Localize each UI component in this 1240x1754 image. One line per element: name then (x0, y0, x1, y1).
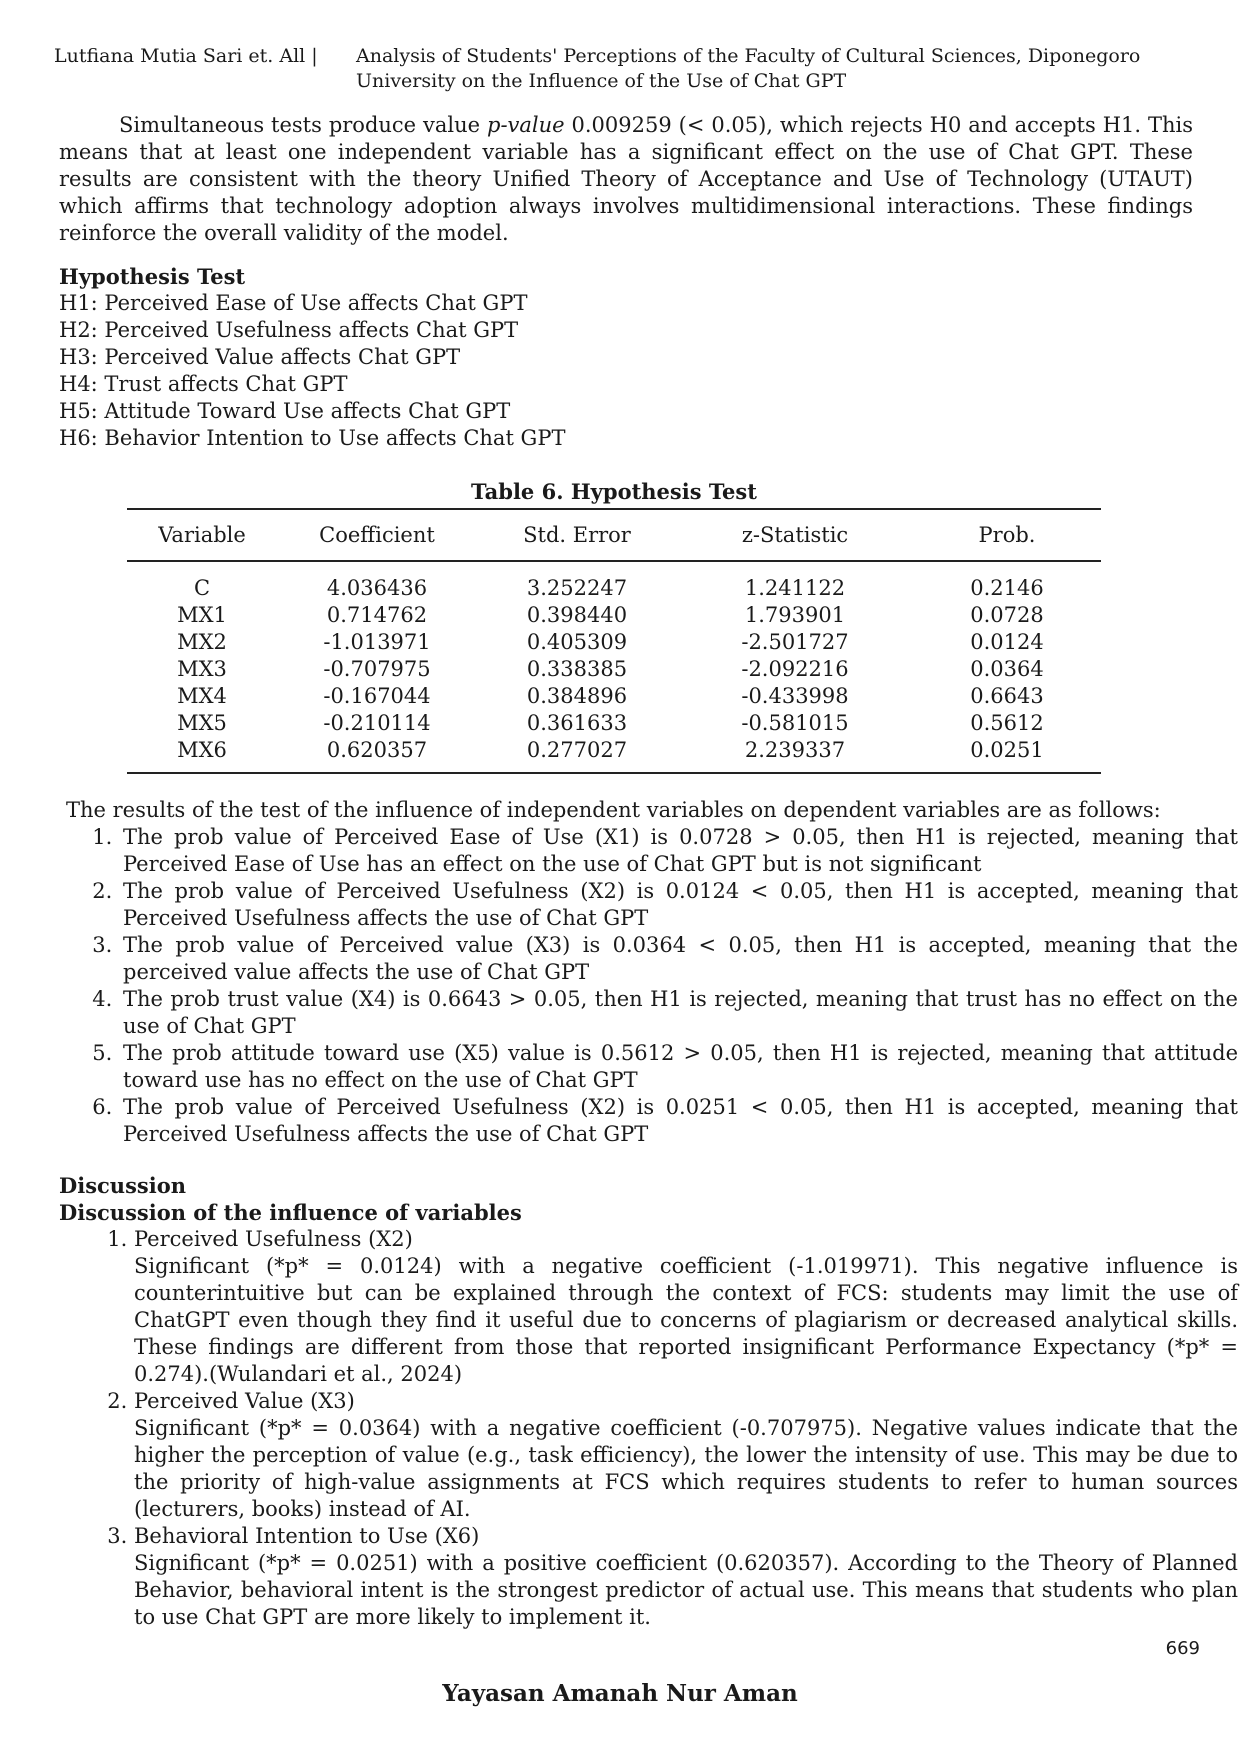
table-cell: 0.0124 (970, 630, 1044, 654)
table-cell: 0.398440 (526, 603, 628, 627)
hypothesis-item: H6: Behavior Intention to Use affects Chat GPT (59, 426, 566, 450)
table-cell: 0.384896 (526, 684, 628, 708)
intro-paragraph (59, 112, 1193, 247)
table-cell: -2.092216 (741, 657, 849, 681)
table-cell: 0.338385 (526, 657, 628, 681)
list-item (134, 1226, 1238, 1388)
table-cell: 0.0728 (970, 603, 1044, 627)
list-item: 1. The prob value of Perceived Ease of Use (X1) is 0.0728 > 0.05, then H1 is rejected, meaning that Perceived Ease of Use has an effect on the use of Chat GPT but is not significant (119, 824, 1238, 878)
table-cell: 3.252247 (526, 576, 628, 600)
table-cell: -0.433998 (741, 684, 849, 708)
table-row (127, 710, 1101, 737)
list-item: 3. The prob value of Perceived value (X3) is 0.0364 < 0.05, then H1 is accepted, meaning that the perceived value affects the use of Chat GPT (119, 932, 1238, 986)
hypothesis-item: H4: Trust affects Chat GPT (59, 372, 348, 396)
table-cell: 1.793901 (744, 603, 846, 627)
table-cell: 0.2146 (970, 576, 1044, 600)
discussion-heading: Discussion (59, 1173, 186, 1198)
discussion-subheading: Discussion of the influence of variables (59, 1200, 522, 1225)
hypothesis-item: H3: Perceived Value affects Chat GPT (59, 345, 461, 369)
hypothesis-heading: Hypothesis Test (59, 264, 246, 289)
table-cell: 0.6643 (970, 684, 1044, 708)
table-cell: 0.0251 (913, 737, 1101, 773)
table-cell: -0.581015 (741, 711, 849, 735)
header-title: Analysis of Students' Perceptions of the Faculty of Cultural Sciences, Diponegoro University on the Influence of the Use of Chat GPT (356, 45, 1141, 92)
table-cell: 1.241122 (744, 576, 846, 600)
table-cell: MX2 (177, 630, 227, 654)
table-cell: 4.036436 (326, 576, 428, 600)
list-item: 2. The prob value of Perceived Usefulness (X2) is 0.0124 < 0.05, then H1 is accepted, meaning that Perceived Usefulness affects the use of Chat GPT (119, 878, 1238, 932)
table-cell: 0.620357 (277, 737, 477, 773)
table-cell: 0.714762 (326, 603, 428, 627)
table-cell: MX5 (177, 711, 227, 735)
discussion-item-text: Significant (*p* = 0.0251) with a positive coefficient (0.620357). According to the Theory of Planned Behavior, behavioral intent is the strongest predictor of actual use. This means that students who plan to use Chat GPT are more likely to implement it. (134, 1551, 1238, 1629)
hypothesis-list (59, 290, 565, 452)
table-row (127, 737, 1101, 773)
discussion-item-title: 1. Perceived Usefulness (X2) (134, 1227, 413, 1251)
results-intro: The results of the test of the influence of independent variables on dependent variables are as follows: (66, 798, 1161, 822)
table-row (127, 561, 1101, 602)
intro-text-before: Simultaneous tests produce value (119, 113, 487, 137)
table-cell: -1.013971 (323, 630, 431, 654)
table-row (127, 683, 1101, 710)
hypothesis-item: H5: Attitude Toward Use affects Chat GPT (59, 399, 511, 423)
table-cell: MX1 (177, 603, 227, 627)
discussion-item-text: Significant (*p* = 0.0364) with a negative coefficient (-0.707975). Negative values indicate that the higher the perception of value (e.g., task efficiency), the lower the intensity of use. This may be due to the priority of high-value assignments at FCS which requires students to refer to human sources (lecturers, books) instead of AI. (134, 1416, 1238, 1521)
publisher-footer: Yayasan Amanah Nur Aman (442, 1680, 798, 1707)
table-cell: MX3 (177, 657, 227, 681)
discussion-item-title: 2. Perceived Value (X3) (134, 1389, 355, 1413)
table-cell: MX6 (127, 737, 277, 773)
table-cell: -0.707975 (323, 657, 431, 681)
list-item: 5. The prob attitude toward use (X5) value is 0.5612 > 0.05, then H1 is rejected, meaning that attitude toward use has no effect on the use of Chat GPT (119, 1040, 1238, 1094)
discussion-item-text: Significant (*p* = 0.0124) with a negative coefficient (-1.019971). This negative influence is counterintuitive but can be explained through the context of FCS: students may limit the use of ChatGPT even though they find it useful due to concerns of plagiarism or decreased analytical skills. These findings are different from those that reported insignificant Performance Expectancy (*p* = 0.274).(Wulandari et al., 2024) (134, 1254, 1238, 1386)
list-item (134, 1388, 1238, 1523)
discussion-item-title: 3. Behavioral Intention to Use (X6) (134, 1524, 480, 1548)
list-item: 4. The prob trust value (X4) is 0.6643 > 0.05, then H1 is rejected, meaning that trust has no effect on the use of Chat GPT (119, 986, 1238, 1040)
table-caption: Table 6. Hypothesis Test (471, 479, 757, 504)
table-header-row (127, 509, 1101, 561)
table-row (127, 656, 1101, 683)
table-cell: 0.5612 (970, 711, 1044, 735)
table-cell: 2.239337 (677, 737, 913, 773)
hypothesis-item: H1: Perceived Ease of Use affects Chat GPT (59, 291, 528, 315)
hypothesis-table (127, 508, 1101, 774)
table-row (127, 602, 1101, 629)
column-header: Std. Error (477, 509, 677, 561)
discussion-list (89, 1226, 1238, 1631)
intro-p-value-term: p-value (487, 113, 565, 137)
intro-text-after: 0.009259 (< 0.05), which rejects H0 and accepts H1. This means that at least one independent variable has a significant effect on the use of Chat GPT. These results are consistent with the theory Unified Theory of Acceptance and Use of Technology (UTAUT) which affirms that technology adoption always involves multidimensional interactions. These findings reinforce the overall validity of the model. (59, 113, 1193, 245)
table-cell: 0.405309 (526, 630, 628, 654)
table-cell: -0.167044 (323, 684, 431, 708)
column-header: Coefficient (277, 509, 477, 561)
table-cell: 0.361633 (526, 711, 628, 735)
table-cell: MX4 (177, 684, 227, 708)
results-list (74, 824, 1238, 1148)
list-item (134, 1523, 1238, 1631)
list-item: 6. The prob value of Perceived Usefulness (X2) is 0.0251 < 0.05, then H1 is accepted, meaning that Perceived Usefulness affects the use of Chat GPT (119, 1094, 1238, 1148)
table-cell: -0.210114 (323, 711, 431, 735)
column-header: Variable (127, 509, 277, 561)
table-cell: C (193, 576, 211, 600)
header-author: Lutfiana Mutia Sari et. All | (54, 45, 318, 67)
table-cell: 0.277027 (477, 737, 677, 773)
column-header: Prob. (913, 509, 1101, 561)
table-cell: -2.501727 (741, 630, 849, 654)
table-row (127, 629, 1101, 656)
hypothesis-item: H2: Perceived Usefulness affects Chat GPT (59, 318, 519, 342)
table-cell: 0.0364 (970, 657, 1044, 681)
page-number: 669 (1165, 1638, 1200, 1659)
column-header: z-Statistic (677, 509, 913, 561)
